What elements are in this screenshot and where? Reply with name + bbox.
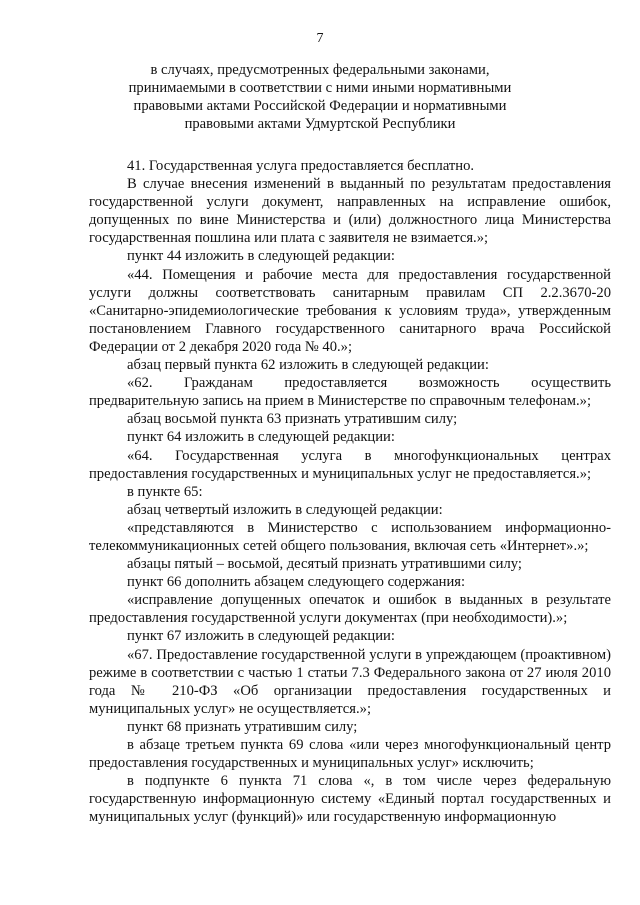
paragraph: абзац первый пункта 62 изложить в следующей редакции: [127, 357, 489, 374]
paragraph: «67. Предоставление государственной услуги в упреждающем (проактивном) режиме в соответствии с частью 1 статьи 7.3 Федерального закона от 27 июля 2010 года № 210-ФЗ «Об организации предоставления государственных и муниципальных услуг» не осуществляется.»; [89, 646, 611, 717]
paragraph: в абзаце третьем пункта 69 слова «или через многофункциональный центр предоставления государственных и муниципальных услуг» исключить; [89, 737, 611, 772]
section-heading [110, 61, 530, 133]
paragraph: «64. Государственная услуга в многофункциональных центрах предоставления государственных и муниципальных услуг не предоставляется.»; [89, 447, 611, 482]
paragraph: пункт 44 изложить в следующей редакции: [127, 248, 395, 265]
page-number: 7 [316, 31, 324, 46]
paragraph: «62. Гражданам предоставляется возможность осуществить предварительную запись на прием в Министерстве по справочным телефонам.»; [89, 375, 611, 410]
heading-line: правовыми актами Удмуртской Республики [184, 116, 456, 133]
paragraph: абзац четвертый изложить в следующей редакции: [127, 501, 443, 518]
paragraph: в пункте 65: [127, 483, 203, 500]
paragraph: «представляются в Министерство с использованием информационно-телекоммуникационных сетей общего пользования, включая сеть «Интернет».»; [89, 519, 611, 554]
paragraph: «исправление допущенных опечаток и ошибок в выданных в результате предоставления государственной услуги документах (при необходимости).»; [89, 592, 611, 627]
paragraph: пункт 64 изложить в следующей редакции: [127, 429, 395, 446]
paragraph: абзац восьмой пункта 63 признать утратившим силу; [127, 411, 458, 428]
heading-line: правовыми актами Российской Федерации и нормативными [133, 98, 507, 115]
document-body [89, 157, 611, 826]
paragraph: «44. Помещения и рабочие места для предоставления государственной услуги должны соответствовать санитарным правилам СП 2.2.3670-20 «Санитарно-эпидемиологические требования к условиям труда», утвержденным постановлением Главного государственного санитарного врача Российской Федерации от 2 декабря 2020 года № 40.»; [89, 266, 611, 355]
paragraph: пункт 68 признать утратившим силу; [127, 718, 358, 735]
paragraph: в подпункте 6 пункта 71 слова «, в том числе через федеральную государственную информационную систему «Единый портал государственных и муниципальных услуг (функций)» или государственную информационную [89, 773, 611, 826]
paragraph: 41. Государственная услуга предоставляется бесплатно. [127, 158, 475, 174]
heading-line: принимаемыми в соответствии с ними иными нормативными [128, 80, 512, 97]
paragraph: пункт 66 дополнить абзацем следующего содержания: [127, 574, 466, 591]
heading-line: в случаях, предусмотренных федеральными законами, [150, 62, 490, 78]
paragraph: абзацы пятый – восьмой, десятый признать утратившими силу; [127, 556, 522, 573]
paragraph: пункт 67 изложить в следующей редакции: [127, 628, 395, 645]
paragraph: В случае внесения изменений в выданный по результатам предоставления государственной услуги документ, направленных на исправление ошибок, допущенных по вине Министерства и (или) должностного лица Министерства государственная пошлина или плата с заявителя не взимается.»; [89, 176, 611, 247]
